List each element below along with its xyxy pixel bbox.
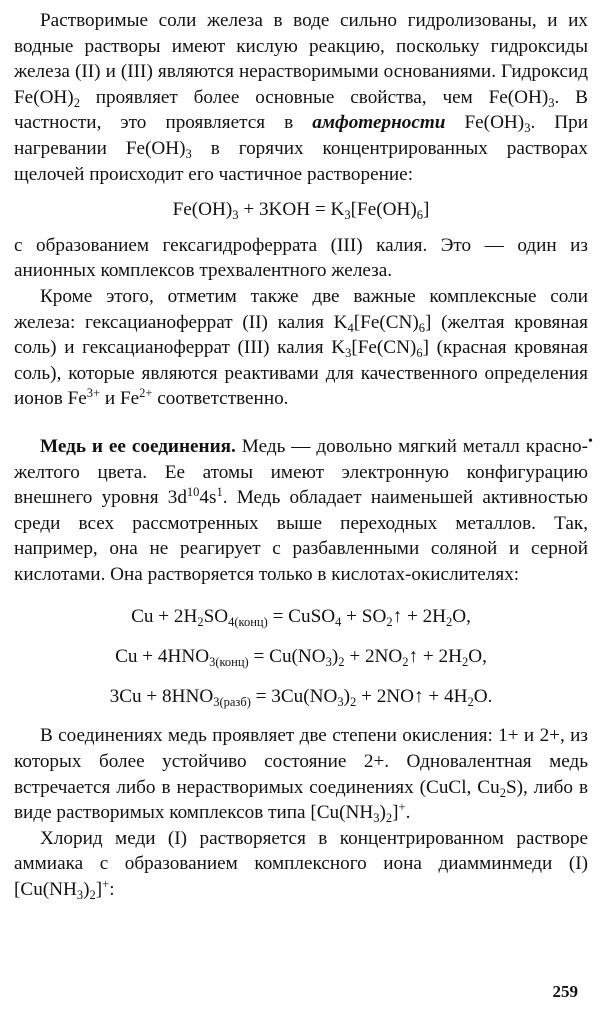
equation-cu-h2so4: $Cu + 2H_2SO_{4(конц)}$ = CuSO$_4$ + $SO_2↑ + 2H_2O$, (131, 606, 471, 630)
stray-dot: • (588, 434, 593, 449)
paragraph-copper-oxidation-states: В соединениях медь проявляет две степени окисления: 1+ и 2+, из которых более устойчиво состояние 2+. Одновалентная медь встречается либо в нерастворимых соединениях (CuCl, $Cu_2S$), либо в виде растворимых комплексов типа $[Cu(NH_3)_2]^+$. (14, 725, 588, 826)
equation-cu-hno3-razb: $3Cu + 8HNO_{3(разб)} = 3Cu(NO_3)_2$ + 2NO↑ + $4H_2O$. (109, 686, 493, 710)
paragraph-copper-chloride: Хлорид меди (I) растворяется в концентрированном растворе аммиака с образованием комплексного иона диамминмеди (I) $[Cu(NH_3)_2]^+$: (14, 827, 588, 903)
paragraph-complex-salts: Кроме этого, отметим также две важные комплексные соли железа: гексацианоферрат (II) калия $K_4[Fe(CN)_6]$ (желтая кровяная соль) и гексацианоферрат (III) калия $K_3[Fe(CN)_6]$ (красная кровяная соль), которые являются реактивами для качественного определения ионов $Fe^{3+}$ и $Fe^{2+}$ соответственно. (14, 285, 588, 410)
emphasis-amphoteric: амфотерности (312, 112, 446, 134)
page-text (14, 8, 588, 903)
section-heading-copper: Медь и ее соединения. (40, 435, 236, 457)
equation-cu-hno3-konc: $Cu + 4HNO_{3(конц)} = Cu(NO_3)_2$ + $2NO_2↑ + 2H_2O$, (115, 646, 487, 670)
paragraph-iron-hydrolysis: Растворимые соли железа в воде сильно гидролизованы, и их водные растворы имеют кислую реакцию, поскольку гидроксиды железа (II) и (III) являются нерастворимыми основаниями. Гидроксид $Fe(OH)_2$ проявляет более основные свойства, чем $Fe(OH)_3$. В частности, это проявляется в амфотерности $Fe(OH)_3$. При нагревании $Fe(OH)_3$ в горячих концентрированных растворах щелочей происходит его частичное растворение: (14, 10, 589, 185)
paragraph-copper: Медь и ее соединения. Медь — довольно мягкий металл красно-желтого цвета. Ее атомы имеют электронную конфигурацию внешнего уровня $3d^{10}4s^1$. Медь обладает наименьшей активностью среди всех рассмотренных выше переходных металлов. Так, например, она не реагирует с разбавленными соляной и серной кислотами. Она растворяется только в кислотах-окислителях: (14, 435, 588, 585)
equation-fe-oh3-koh: $Fe(OH)_3 + 3KOH = K_3[Fe(OH)_6]$ (172, 199, 430, 223)
equations-copper-acids (14, 597, 588, 717)
paragraph-hexahydroferrate: с образованием гексагидроферрата (III) калия. Это — один из анионных комплексов трехвалентного железа. (14, 234, 588, 282)
section-gap (14, 412, 588, 434)
page-number: 259 (552, 982, 578, 1001)
